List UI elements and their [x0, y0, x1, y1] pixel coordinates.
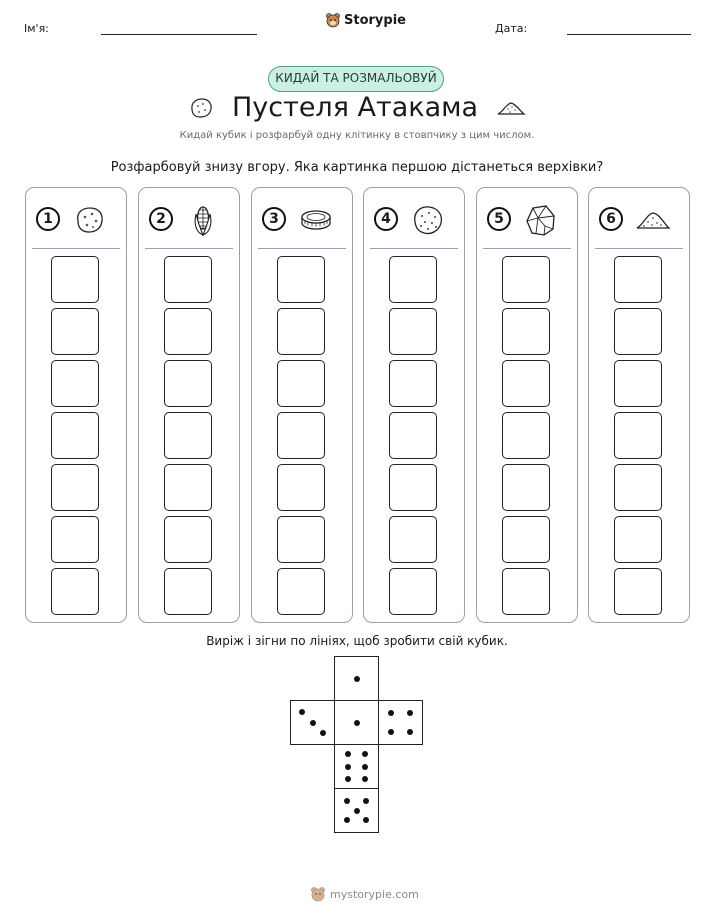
column-number: 3: [262, 207, 286, 231]
subtitle: Кидай кубик і розфарбуй одну клітинку в стовпчику з цим числом.: [179, 130, 535, 141]
page-title: Пустеля Атакама: [231, 92, 479, 123]
coloring-cell[interactable]: [389, 464, 437, 511]
column-divider: [258, 248, 346, 249]
die-pip: [363, 817, 369, 823]
sand-pile-icon: [496, 98, 526, 118]
coloring-cell[interactable]: [277, 412, 325, 459]
date-label: Дата:: [495, 22, 528, 35]
die-pip: [345, 764, 351, 770]
coloring-cell[interactable]: [614, 308, 662, 355]
coloring-cell[interactable]: [277, 256, 325, 303]
column-number: 6: [599, 207, 623, 231]
date-line: [567, 34, 691, 35]
brand-name: Storypie: [344, 12, 406, 28]
coloring-cell[interactable]: [614, 360, 662, 407]
brand-logo: [325, 12, 406, 28]
die-pip: [299, 709, 305, 715]
coloring-cell[interactable]: [389, 256, 437, 303]
die-pip: [354, 808, 360, 814]
column-number: 1: [36, 207, 60, 231]
name-label: Ім'я:: [24, 22, 49, 35]
coloring-cell[interactable]: [164, 308, 212, 355]
die-face-5: [334, 788, 379, 833]
footer: [310, 886, 419, 902]
die-pip: [388, 710, 394, 716]
coloring-cell[interactable]: [502, 256, 550, 303]
die-face-1: [334, 700, 379, 745]
title-row: [0, 92, 714, 123]
die-pip: [354, 676, 360, 682]
coloring-cell[interactable]: [277, 308, 325, 355]
die-pip: [388, 729, 394, 735]
column-6: [588, 187, 690, 623]
coloring-cell[interactable]: [277, 360, 325, 407]
activity-badge: КИДАЙ ТА РОЗМАЛЬОВУЙ: [268, 66, 444, 92]
coloring-cell[interactable]: [614, 516, 662, 563]
die-face-6: [334, 744, 379, 789]
die-pip: [362, 764, 368, 770]
bear-icon: [325, 12, 341, 28]
die-pip: [345, 776, 351, 782]
coloring-cell[interactable]: [389, 412, 437, 459]
column-number: 4: [374, 207, 398, 231]
column-5: [476, 187, 578, 623]
coloring-cell[interactable]: [614, 464, 662, 511]
coloring-cell[interactable]: [502, 568, 550, 615]
crystal-rock-icon: [523, 202, 559, 238]
rock-icon: [188, 96, 214, 120]
corn-icon: [185, 202, 221, 238]
coloring-cell[interactable]: [277, 464, 325, 511]
coloring-cell[interactable]: [51, 308, 99, 355]
column-divider: [32, 248, 120, 249]
coloring-cell[interactable]: [164, 412, 212, 459]
column-number: 2: [149, 207, 173, 231]
die-face-3: [290, 700, 335, 745]
coloring-cell[interactable]: [502, 360, 550, 407]
coloring-cell[interactable]: [164, 256, 212, 303]
die-pip: [344, 817, 350, 823]
rock-icon: [72, 202, 108, 238]
coloring-cell[interactable]: [51, 256, 99, 303]
instruction: Розфарбовуй знизу вгору. Яка картинка першою дістанеться верхівки?: [110, 160, 604, 175]
coloring-cell[interactable]: [614, 256, 662, 303]
die-pip: [407, 729, 413, 735]
name-line: [101, 34, 257, 35]
coloring-cell[interactable]: [389, 360, 437, 407]
die-pip: [363, 798, 369, 804]
column-4: [363, 187, 465, 623]
coloring-cell[interactable]: [51, 464, 99, 511]
die-pip: [320, 730, 326, 736]
column-2: [138, 187, 240, 623]
column-divider: [595, 248, 683, 249]
die-pip: [362, 751, 368, 757]
die-face-1: [334, 656, 379, 701]
die-pip: [354, 720, 360, 726]
cut-instruction: Виріж і зігни по лініях, щоб зробити свій кубик.: [206, 634, 508, 648]
coloring-cell[interactable]: [51, 412, 99, 459]
coloring-cell[interactable]: [502, 464, 550, 511]
column-3: [251, 187, 353, 623]
coloring-cell[interactable]: [614, 412, 662, 459]
column-divider: [370, 248, 458, 249]
coloring-cell[interactable]: [277, 568, 325, 615]
coloring-cell[interactable]: [389, 308, 437, 355]
coloring-cell[interactable]: [502, 516, 550, 563]
footer-url: mystorypie.com: [330, 887, 419, 901]
coloring-cell[interactable]: [51, 516, 99, 563]
coloring-cell[interactable]: [164, 464, 212, 511]
die-pip: [407, 710, 413, 716]
coloring-cell[interactable]: [502, 412, 550, 459]
coloring-cell[interactable]: [51, 360, 99, 407]
die-face-4: [378, 700, 423, 745]
coloring-cell[interactable]: [502, 308, 550, 355]
die-pip: [344, 798, 350, 804]
column-divider: [483, 248, 571, 249]
potato-icon: [410, 202, 446, 238]
coloring-cell[interactable]: [389, 568, 437, 615]
column-1: [25, 187, 127, 623]
coloring-cell[interactable]: [51, 568, 99, 615]
coin-icon: [298, 202, 334, 238]
column-divider: [145, 248, 233, 249]
coloring-cell[interactable]: [164, 360, 212, 407]
die-pip: [345, 751, 351, 757]
sand-pile-icon: [635, 202, 671, 238]
die-pip: [310, 720, 316, 726]
coloring-cell[interactable]: [164, 516, 212, 563]
coloring-cell[interactable]: [614, 568, 662, 615]
coloring-cell[interactable]: [164, 568, 212, 615]
coloring-cell[interactable]: [389, 516, 437, 563]
bear-icon: [310, 886, 326, 902]
die-pip: [362, 776, 368, 782]
column-number: 5: [487, 207, 511, 231]
coloring-cell[interactable]: [277, 516, 325, 563]
